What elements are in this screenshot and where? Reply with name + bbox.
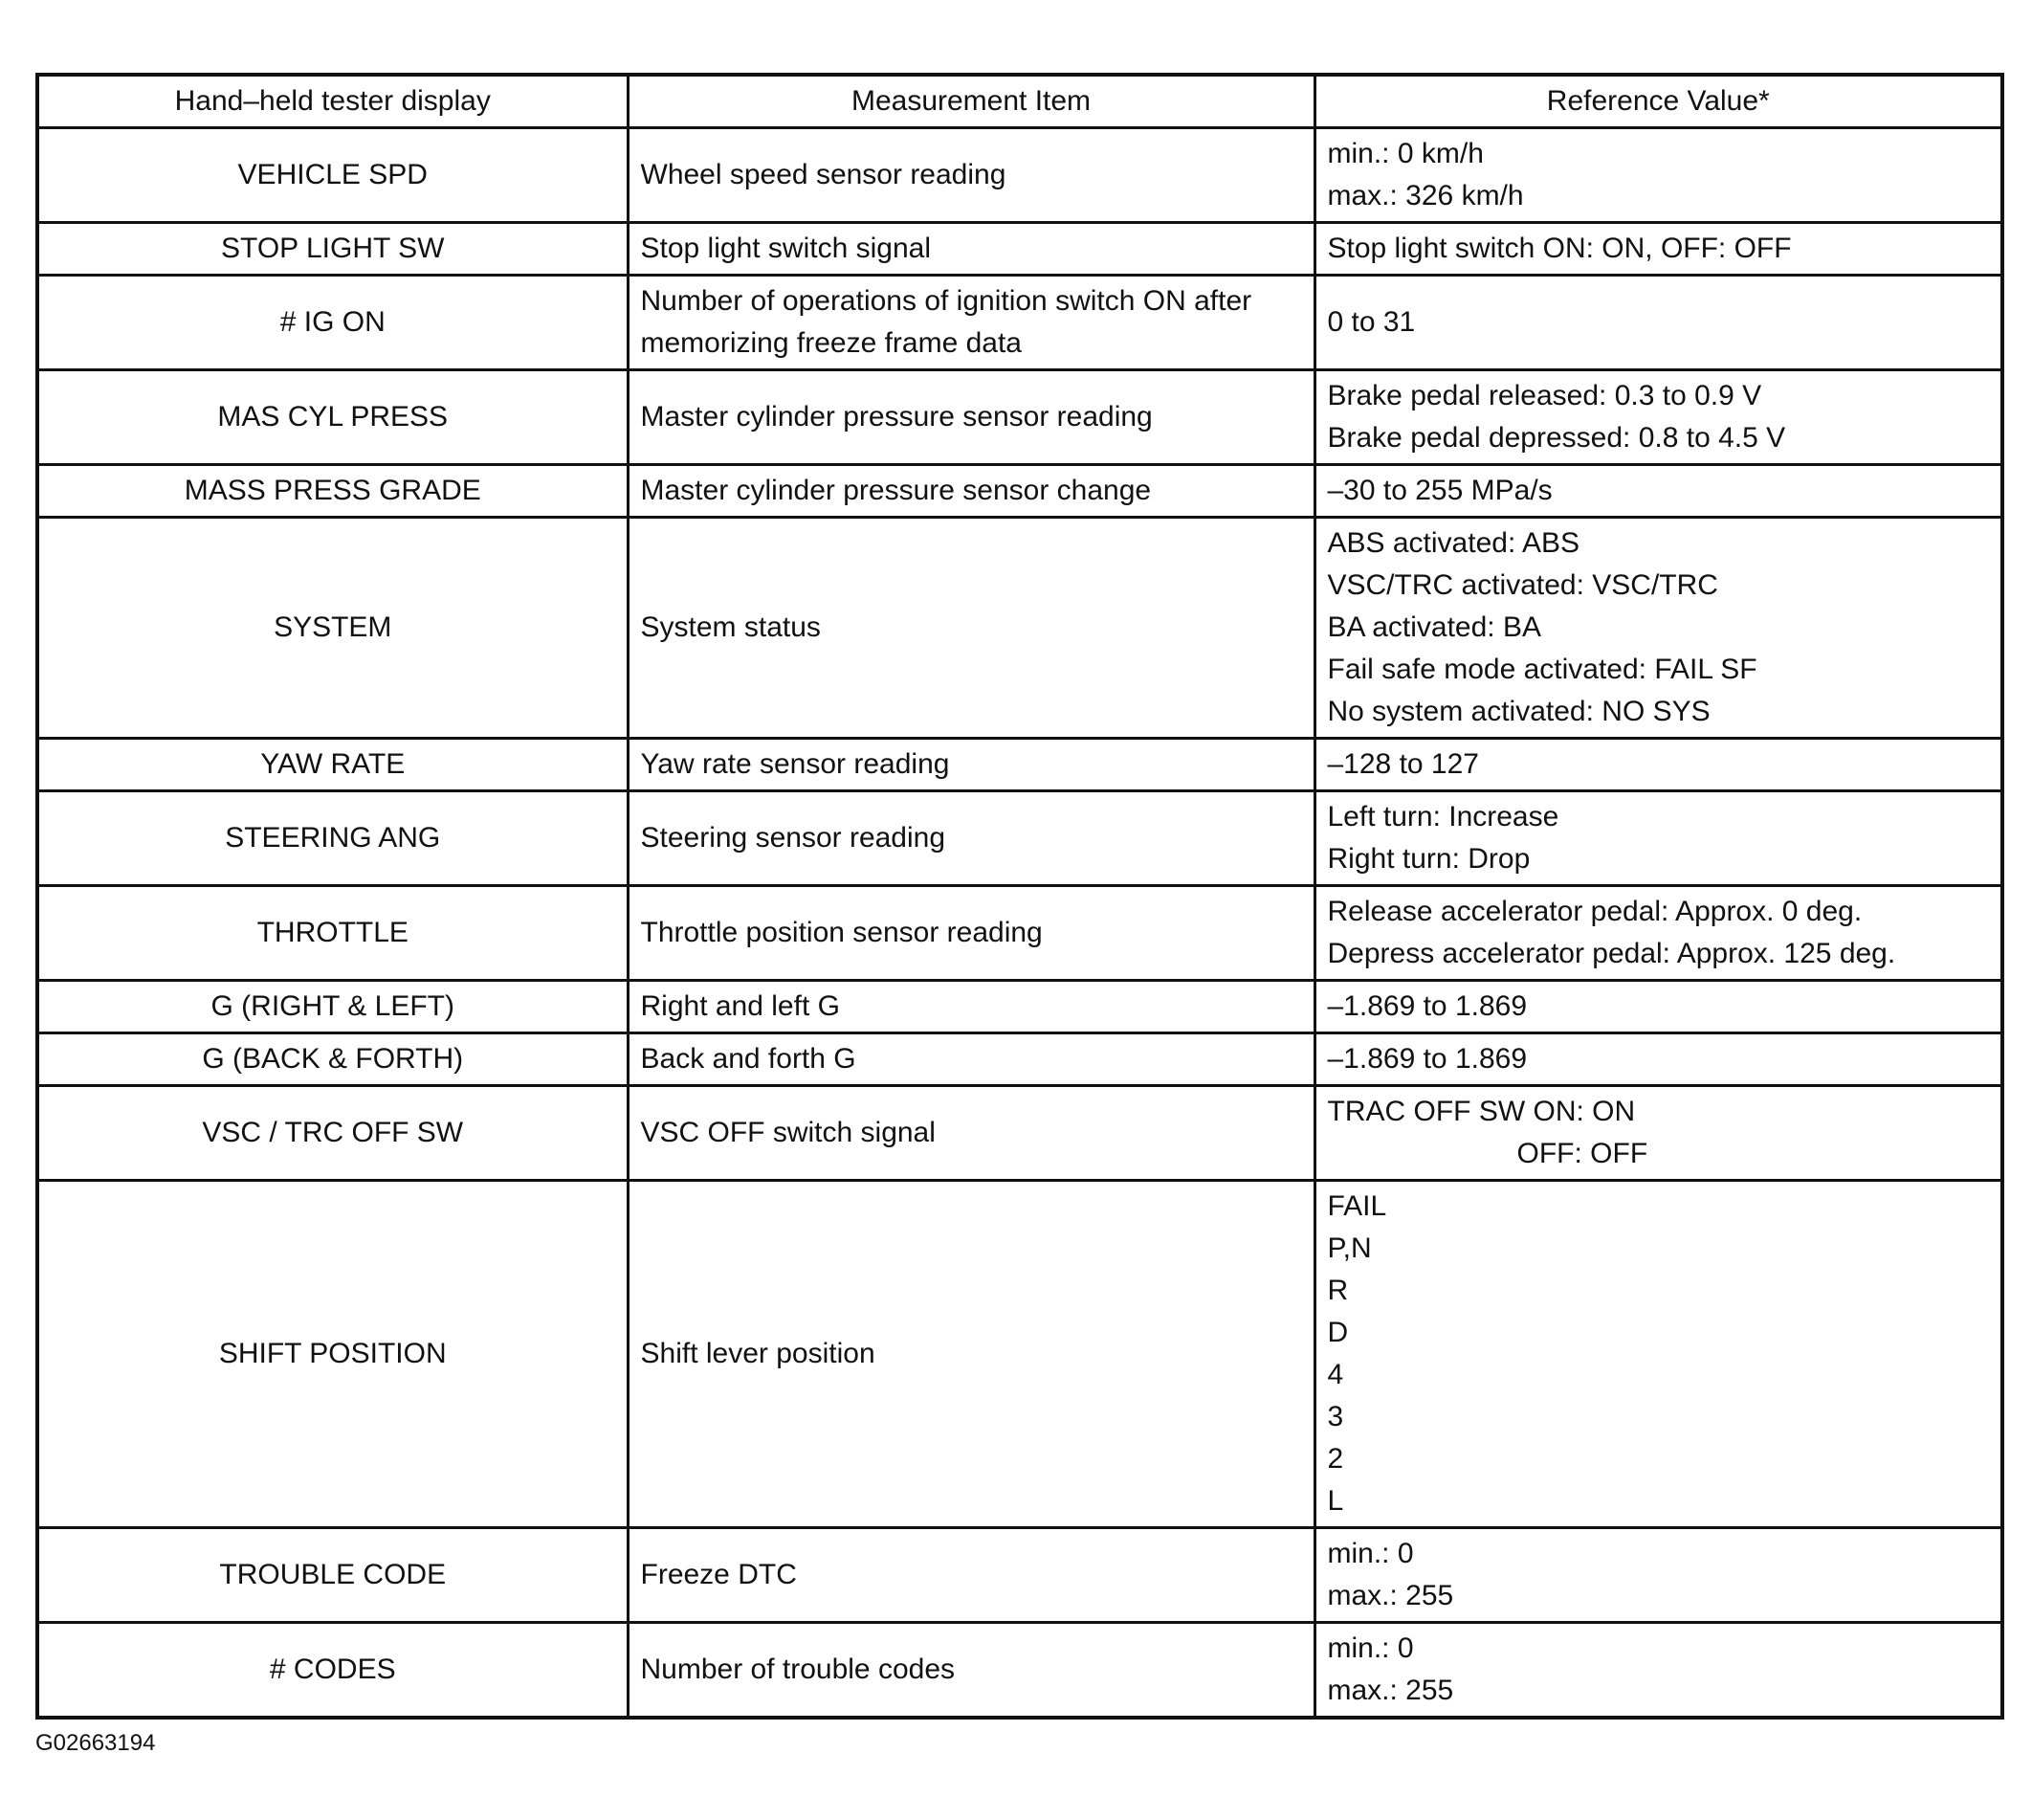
tester-display-cell: SHIFT POSITION (37, 1181, 628, 1528)
reference-value-line: No system activated: NO SYS (1327, 696, 1711, 727)
measurement-item-cell: Yaw rate sensor reading (628, 739, 1314, 791)
reference-value-line: Brake pedal depressed: 0.8 to 4.5 V (1327, 422, 1786, 454)
reference-value-cell (1314, 886, 2002, 981)
reference-value-cell (1314, 1623, 2002, 1719)
reference-value-line: –1.869 to 1.869 (1327, 1043, 1528, 1075)
table-row (37, 518, 2002, 739)
reference-value-line: min.: 0 km/h (1327, 138, 1484, 169)
tester-data-table (35, 73, 2004, 1720)
table-row (37, 223, 2002, 276)
measurement-item-cell: VSC OFF switch signal (628, 1086, 1314, 1181)
tester-display-cell: SYSTEM (37, 518, 628, 739)
reference-value-line: R (1327, 1275, 1349, 1306)
reference-value-line: Depress accelerator pedal: Approx. 125 deg. (1327, 938, 1896, 969)
measurement-item-cell: Steering sensor reading (628, 791, 1314, 886)
measurement-item-cell: Number of operations of ignition switch ON after memorizing freeze frame data (628, 276, 1314, 370)
tester-display-cell: THROTTLE (37, 886, 628, 981)
table-row (37, 370, 2002, 465)
reference-value-cell (1314, 465, 2002, 518)
table-row (37, 1623, 2002, 1719)
measurement-item-cell: Back and forth G (628, 1033, 1314, 1086)
reference-value-line: L (1327, 1485, 1344, 1517)
reference-value-line: Right turn: Drop (1327, 843, 1531, 875)
table-body (37, 128, 2002, 1719)
reference-value-line: Fail safe mode activated: FAIL SF (1327, 654, 1757, 685)
header-reference-value: Reference Value* (1314, 75, 2002, 128)
table-row (37, 791, 2002, 886)
reference-value-cell (1314, 1033, 2002, 1086)
reference-value-line: D (1327, 1317, 1349, 1348)
reference-value-line: P,N (1327, 1232, 1372, 1264)
table-row (37, 1181, 2002, 1528)
reference-value-line: ABS activated: ABS (1327, 527, 1579, 559)
reference-value-line: 2 (1327, 1443, 1344, 1475)
reference-value-cell (1314, 981, 2002, 1033)
tester-display-cell: STOP LIGHT SW (37, 223, 628, 276)
reference-value-cell (1314, 791, 2002, 886)
reference-value-cell (1314, 739, 2002, 791)
tester-display-cell: STEERING ANG (37, 791, 628, 886)
table-row (37, 465, 2002, 518)
reference-value-line: min.: 0 (1327, 1632, 1414, 1664)
tester-display-cell: MASS PRESS GRADE (37, 465, 628, 518)
measurement-item-cell: Number of trouble codes (628, 1623, 1314, 1719)
reference-value-line: –30 to 255 MPa/s (1327, 475, 1553, 506)
table-row (37, 1086, 2002, 1181)
reference-value-line: BA activated: BA (1327, 611, 1541, 643)
tester-display-cell: TROUBLE CODE (37, 1528, 628, 1623)
measurement-item-cell: Shift lever position (628, 1181, 1314, 1528)
tester-display-cell: VEHICLE SPD (37, 128, 628, 223)
reference-value-line: 4 (1327, 1359, 1344, 1390)
reference-value-line: max.: 255 (1327, 1580, 1454, 1611)
measurement-item-cell: Right and left G (628, 981, 1314, 1033)
reference-value-line: 0 to 31 (1327, 306, 1416, 338)
table-row (37, 1528, 2002, 1623)
header-row (37, 75, 2002, 128)
reference-value-line: –1.869 to 1.869 (1327, 990, 1528, 1022)
reference-value-cell (1314, 1528, 2002, 1623)
table-row (37, 128, 2002, 223)
reference-value-line: OFF: OFF (1516, 1138, 1648, 1169)
reference-value-line: max.: 326 km/h (1327, 180, 1524, 211)
reference-value-line: Release accelerator pedal: Approx. 0 deg. (1327, 896, 1863, 927)
reference-value-line: TRAC OFF SW ON: ON (1327, 1096, 1636, 1127)
reference-value-line: FAIL (1327, 1190, 1387, 1222)
reference-value-line: Stop light switch ON: ON, OFF: OFF (1327, 233, 1792, 264)
reference-value-cell (1314, 128, 2002, 223)
tester-display-cell: YAW RATE (37, 739, 628, 791)
tester-display-cell: MAS CYL PRESS (37, 370, 628, 465)
tester-display-cell: G (BACK & FORTH) (37, 1033, 628, 1086)
reference-value-line: –128 to 127 (1327, 748, 1479, 780)
header-measurement-item: Measurement Item (628, 75, 1314, 128)
header-tester-display: Hand–held tester display (37, 75, 628, 128)
reference-value-line: VSC/TRC activated: VSC/TRC (1327, 569, 1718, 601)
reference-value-line: 3 (1327, 1401, 1344, 1432)
reference-value-cell (1314, 518, 2002, 739)
tester-display-cell: # CODES (37, 1623, 628, 1719)
table-row (37, 739, 2002, 791)
reference-value-cell (1314, 223, 2002, 276)
reference-value-line: Brake pedal released: 0.3 to 0.9 V (1327, 380, 1762, 411)
figure-id: G02663194 (35, 1730, 156, 1756)
tester-display-cell: G (RIGHT & LEFT) (37, 981, 628, 1033)
table-row (37, 276, 2002, 370)
reference-value-line: Left turn: Increase (1327, 801, 1559, 832)
measurement-item-cell: Freeze DTC (628, 1528, 1314, 1623)
measurement-item-cell: Master cylinder pressure sensor change (628, 465, 1314, 518)
reference-value-cell (1314, 370, 2002, 465)
reference-value-line: max.: 255 (1327, 1675, 1454, 1706)
reference-value-cell (1314, 276, 2002, 370)
tester-display-cell: VSC / TRC OFF SW (37, 1086, 628, 1181)
table-row (37, 981, 2002, 1033)
reference-value-cell (1314, 1086, 2002, 1181)
measurement-item-cell: Wheel speed sensor reading (628, 128, 1314, 223)
reference-value-line: min.: 0 (1327, 1538, 1414, 1569)
tester-display-cell: # IG ON (37, 276, 628, 370)
measurement-item-cell: Throttle position sensor reading (628, 886, 1314, 981)
table-row (37, 886, 2002, 981)
table-row (37, 1033, 2002, 1086)
measurement-item-cell: System status (628, 518, 1314, 739)
measurement-item-cell: Master cylinder pressure sensor reading (628, 370, 1314, 465)
reference-value-cell (1314, 1181, 2002, 1528)
measurement-item-cell: Stop light switch signal (628, 223, 1314, 276)
